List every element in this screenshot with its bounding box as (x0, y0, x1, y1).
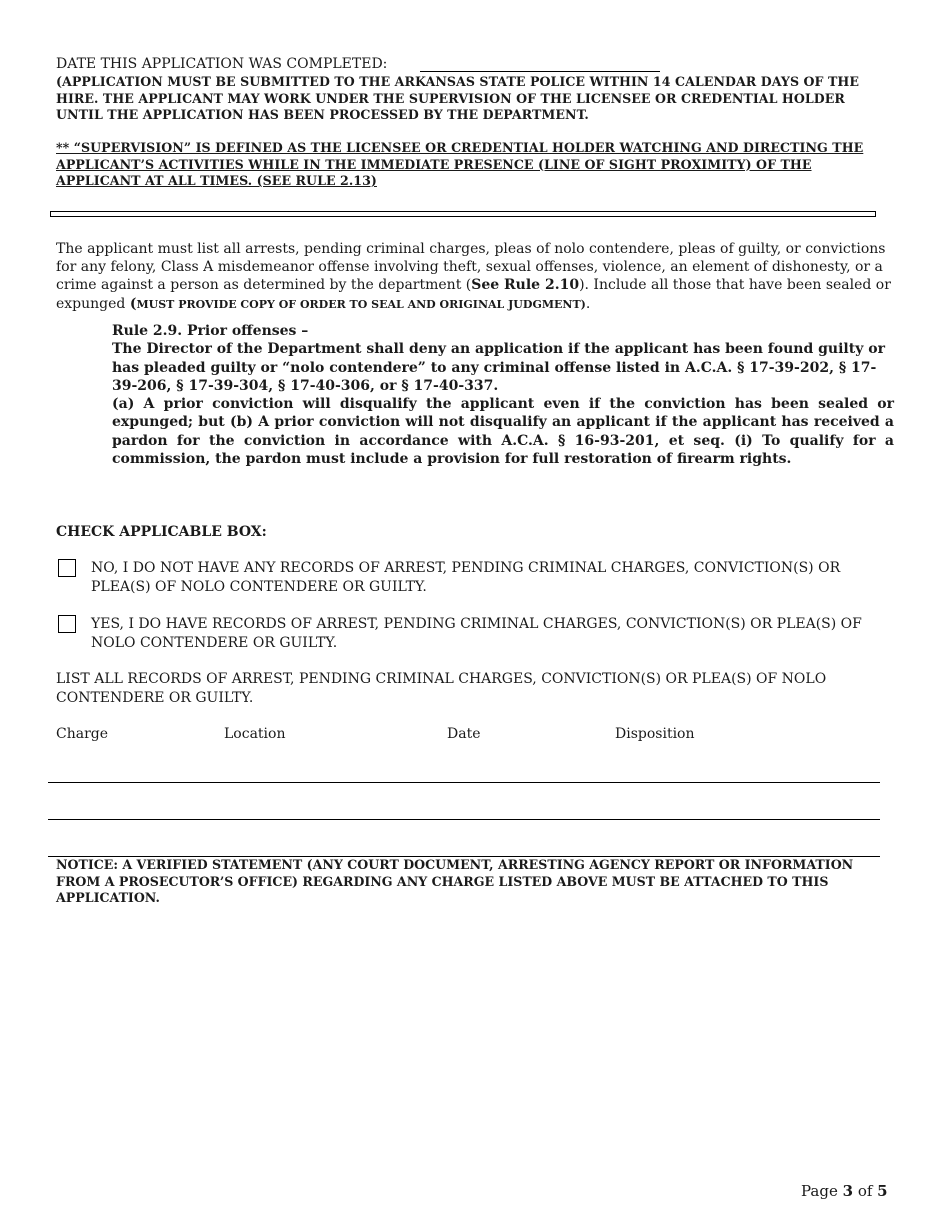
date-completed-field[interactable] (420, 71, 660, 72)
no-records-label: NO, I DO NOT HAVE ANY RECORDS OF ARREST, PENDING CRIMINAL CHARGES, CONVICTION(S) OR PLEA(S) OF NOLO CONTENDERE OR GUILTY. (91, 560, 841, 595)
of-word: of (853, 1182, 878, 1200)
check-box-heading: CHECK APPLICABLE BOX: (56, 524, 267, 540)
rule-2-9-block (112, 322, 894, 468)
record-entry-line-1[interactable] (48, 782, 880, 783)
date-completed-label: DATE THIS APPLICATION WAS COMPLETED: (56, 56, 388, 72)
yes-records-label: YES, I DO HAVE RECORDS OF ARREST, PENDING CRIMINAL CHARGES, CONVICTION(S) OR PLEA(S) OF NOLO CONTENDERE OR GUILTY. (91, 616, 862, 651)
column-header-location: Location (224, 726, 286, 742)
no-records-checkbox[interactable] (58, 559, 76, 577)
supervision-definition: ** “SUPERVISION” IS DEFINED AS THE LICENSEE OR CREDENTIAL HOLDER WATCHING AND DIRECTING THE APPLICANT’S ACTIVITIES WHILE IN THE IMMEDIATE PRESENCE (LINE OF SIGHT PROXIMITY) OF THE APPLICANT AT ALL TIMES. (SEE RULE 2.13) (56, 140, 864, 188)
verified-statement-notice: NOTICE: A VERIFIED STATEMENT (ANY COURT DOCUMENT, ARRESTING AGENCY REPORT OR INFORMATION FROM A PROSECUTOR’S OFFICE) REGARDING ANY CHARGE LISTED ABOVE MUST BE ATTACHED TO THIS APPLICATION. (56, 857, 854, 905)
record-entry-line-2[interactable] (48, 819, 880, 820)
rule-paragraph-1: The Director of the Department shall deny an application if the applicant has been found guilty or has pleaded guilty or “nolo contendere” to any criminal offense listed in A.C.A. § 17-39-202, § 17-39-206, § 17-39-304, § 17-40-306, or § 17-40-337. (112, 341, 885, 394)
yes-records-checkbox[interactable] (58, 615, 76, 633)
current-page: 3 (842, 1182, 854, 1200)
page-word: Page (801, 1182, 843, 1200)
intro-period: . (585, 295, 591, 312)
submission-note: (APPLICATION MUST BE SUBMITTED TO THE ARKANSAS STATE POLICE WITHIN 14 CALENDAR DAYS OF THE HIRE. THE APPLICANT MAY WORK UNDER THE SUPERVISION OF THE LICENSEE OR CREDENTIAL HOLDER UNTIL THE APPLICATION HAS BEEN PROCESSED BY THE DEPARTMENT. (56, 74, 859, 122)
rule-paragraph-2: (a) A prior conviction will disqualify the applicant even if the conviction has been sealed or expunged; but (b) A prior conviction will not disqualify an applicant if the applicant has received a pardon for the conviction in accordance with A.C.A. § 16-93-201, et seq. (i) To qualify for a commission, the pardon must include a provision for full restoration of firearm rights. (112, 396, 894, 468)
column-header-date: Date (447, 726, 481, 742)
column-header-charge: Charge (56, 726, 109, 742)
rule-reference: See Rule 2.10 (471, 277, 580, 294)
section-divider-bar (50, 211, 876, 217)
intro-paren: ( (129, 295, 137, 312)
total-pages: 5 (877, 1182, 888, 1200)
disclosure-instructions (56, 240, 894, 314)
order-note: MUST PROVIDE COPY OF ORDER TO SEAL AND ORIGINAL JUDGMENT) (136, 297, 586, 311)
page-number (801, 1182, 888, 1200)
rule-title: Rule 2.9. Prior offenses – (112, 323, 309, 339)
column-header-disposition: Disposition (615, 726, 695, 742)
intro-text-1: The applicant must list all arrests, pending criminal charges, pleas of nolo contendere, pleas of guilty, or convictions for any felony, Class A misdemeanor offense involving theft, sexual offenses, violence, an element of dishonesty, or a crime against a person as determined by the department ( (56, 241, 886, 294)
list-records-instruction: LIST ALL RECORDS OF ARREST, PENDING CRIMINAL CHARGES, CONVICTION(S) OR PLEA(S) OF NOLO CONTENDERE OR GUILTY. (56, 671, 827, 706)
intro-text-2: ). Include all those that have been sealed or expunged (56, 277, 891, 312)
